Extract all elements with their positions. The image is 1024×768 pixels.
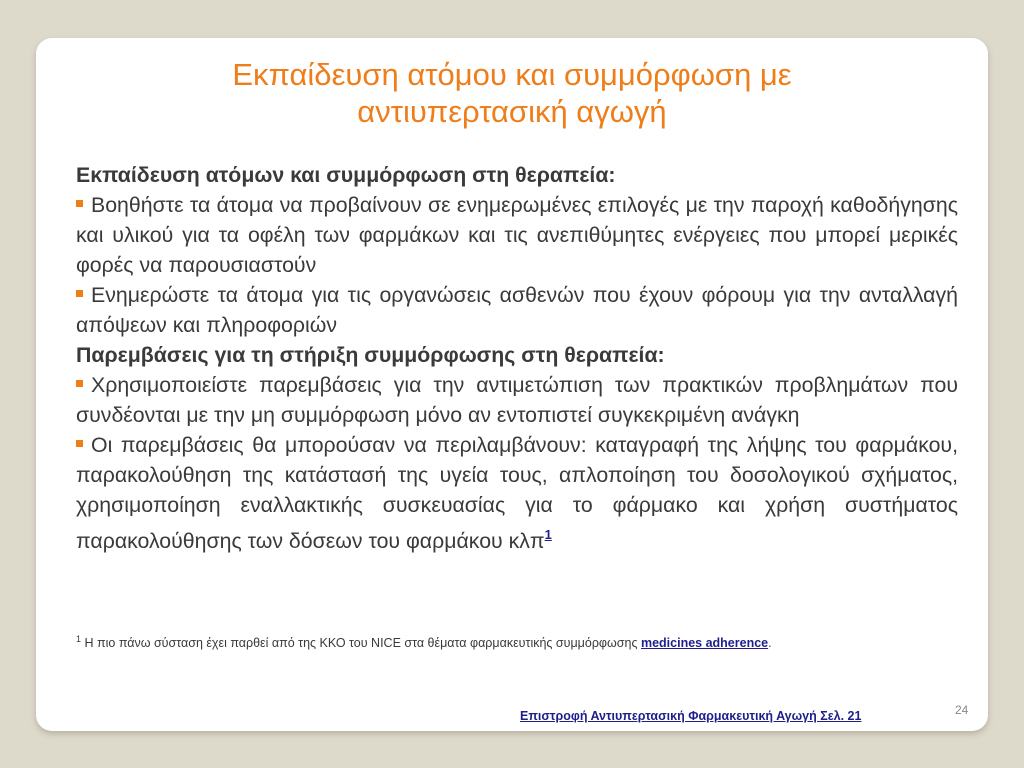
bullet-text: Ενημερώστε τα άτομα για τις οργανώσεις ασθενών που έχουν φόρουμ για την ανταλλαγή απόψεων και πληροφοριών [76,283,958,337]
bullet-text: Οι παρεμβάσεις θα μπορούσαν να περιλαμβάνουν: καταγραφή της λήψης του φαρμάκου, παρακολούθηση της κατάστασή της υγεία τους, απλοποίηση του δοσολογικού σχήματος, χρησιμοποίηση εναλλακτικής συσκευασίας για το φάρμακο και χρήση συστήματος παρακολούθησης των δόσεων του φαρμάκου κλπ [76,433,958,553]
bullet-text: Χρησιμοποιείστε παρεμβάσεις για την αντιμετώπιση των πρακτικών προβλημάτων που συνδέονται με την μη συμμόρφωση μόνο αν εντοπιστεί συγκεκριμένη ανάγκη [76,373,958,427]
slide-body [76,160,958,556]
page-number: 24 [955,703,969,717]
medicines-adherence-link[interactable]: medicines adherence [640,636,769,650]
footnote-reference-link[interactable]: 1 [544,527,552,542]
footnote [76,634,958,650]
footnote-text: Η πιο πάνω σύσταση έχει παρθεί από της ΚΚΟ του NICE στα θέματα φαρμακευτικής συμμόρφωσης [81,636,641,650]
title-line-1: Εκπαίδευση ατόμου και συμμόρφωση με [232,57,792,92]
slide-title [100,56,924,130]
title-line-2: αντιυπερτασική αγωγή [357,94,667,129]
bullet-square-icon [76,290,83,297]
bullet-item [76,430,958,556]
bullet-text: Βοηθήστε τα άτομα να προβαίνουν σε ενημερωμένες επιλογές με την παροχή καθοδήγησης και υλικού για τα οφέλη των φαρμάκων και τις ανεπιθύμητες ενέργειες που μπορεί μερικές φορές να παρουσιαστούν [76,193,958,277]
back-to-page-link[interactable]: Επιστροφή Αντιυπερτασική Φαρμακευτική Αγωγή Σελ. 21 [520,709,862,723]
footnote-end: . [768,636,772,650]
section-heading-education: Εκπαίδευση ατόμων και συμμόρφωση στη θεραπεία: [76,163,616,187]
bullet-square-icon [76,200,83,207]
section-heading-interventions: Παρεμβάσεις για τη στήριξη συμμόρφωσης στη θεραπεία: [76,343,665,367]
bullet-square-icon [76,380,83,387]
footnote-number: 1 [76,634,82,644]
bullet-square-icon [76,440,83,447]
bullet-item [76,190,958,280]
bullet-item [76,370,958,430]
bullet-item [76,280,958,340]
